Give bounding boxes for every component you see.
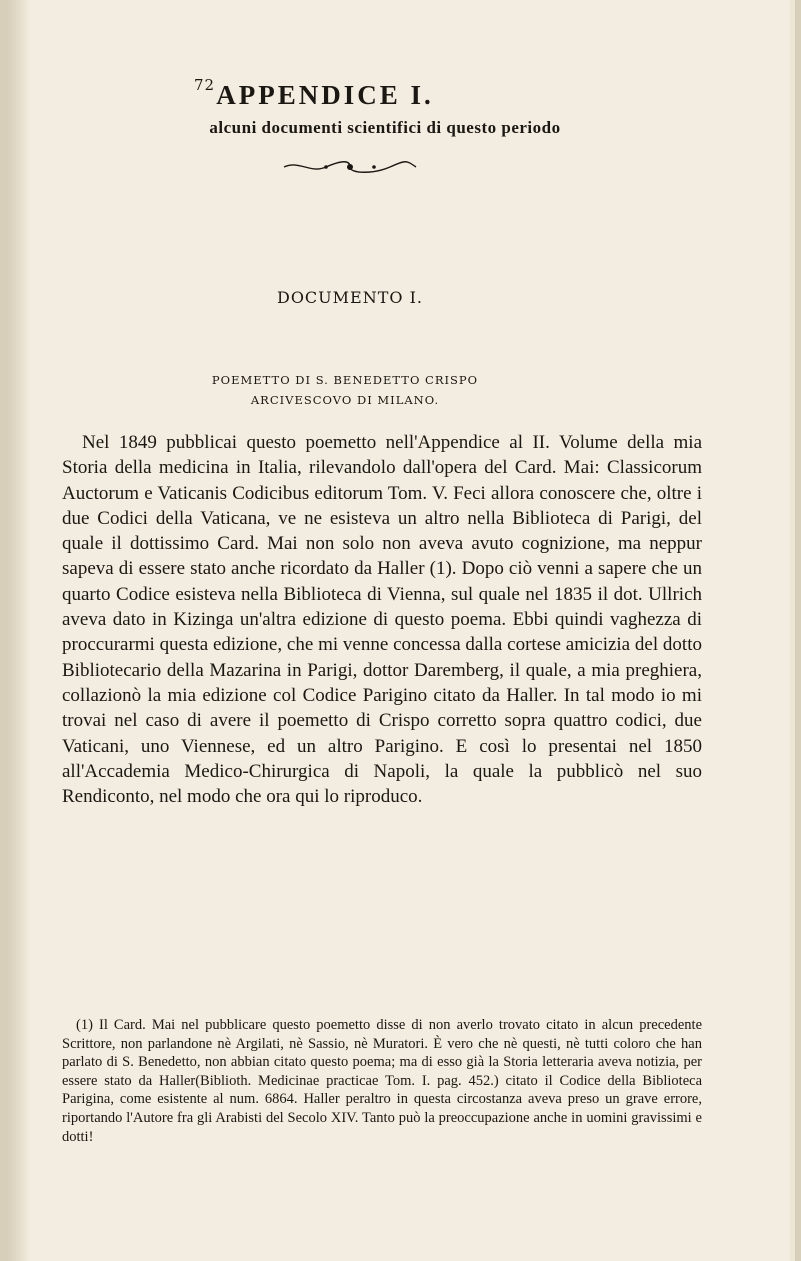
poem-heading	[120, 370, 570, 410]
left-page-edge	[0, 0, 6, 1261]
appendix-subtitle: alcuni documenti scientifici di questo periodo	[209, 118, 561, 137]
document-title: DOCUMENTO I.	[276, 288, 423, 307]
appendix-title: APPENDICE I.	[216, 80, 434, 110]
poem-heading-line1: POEMETTO DI S. BENEDETTO CRISPO	[211, 373, 479, 387]
right-page-edge	[795, 0, 801, 1261]
body-paragraph: Nel 1849 pubblicai questo poemetto nell'Appendice al II. Volume della mia Storia della medicina in Italia, rilevandolo dall'opera del Card. Mai: Classicorum Auctorum e Vaticanis Codicibus editorum Tom. V. Feci allora conoscere che, oltre i due Codici della Vaticana, ve ne esisteva un altro nella Biblioteca di Parigi, del quale il dottissimo Card. Mai non solo non aveva avuto cognizione, ma neppur sapeva di essere stato anche ricordato da Haller (1). Dopo ciò venni a sapere che un quarto Codice esisteva nella Biblioteca di Vienna, sul quale nel 1835 il dot. Ullrich aveva dato in Kizinga un'altra edizione di questo poema. Ebbi quindi vaghezza di proccurarmi questa edizione, che mi venne concessa dalla cortese amicizia del dotto Bibliotecario della Mazarina in Parigi, dottor Daremberg, il quale, a mia preghiera, collazionò la mia edizione col Codice Parigino citato da Haller. In tal modo io mi trovai nel caso di avere il poemetto di Crispo corretto sopra quattro codici, due Vaticani, uno Viennese, ed un altro Parigino. E così lo presentai nel 1850 all'Accademia Medico-Chirurgica di Napoli, la quale la pubblicò nel suo Rendiconto, nel modo che ora qui lo riproduco.	[62, 432, 702, 808]
body-text	[62, 430, 702, 809]
footnote-text: (1) Il Card. Mai nel pubblicare questo poemetto disse di non averlo trovato citato in alcun precedente Scrittore, non parlandone nè Argilati, nè Sassio, nè Muratori. È vero che nè questi, nè tutti coloro che han parlato di S. Benedetto, non abbian citato questo poema; ma di esso già la Storia letteraria aveva notizia, per essere stato da Haller(Biblioth. Medicinae practicae Tom. I. pag. 452.) citato il Codice della Biblioteca Parigina, come esistente al num. 6864. Haller peraltro in questa circostanza aveva preso un grave errore, riportando l'Autore fra gli Arabisti del Secolo XIV. Tanto può la preoccupazione anche in uomini gravissimi e dotti!	[62, 1017, 702, 1145]
page-number: 72	[194, 76, 216, 94]
decorative-flourish-icon	[280, 160, 420, 174]
poem-heading-line2: ARCIVESCOVO DI MILANO.	[250, 393, 440, 407]
footnote	[62, 1016, 702, 1146]
